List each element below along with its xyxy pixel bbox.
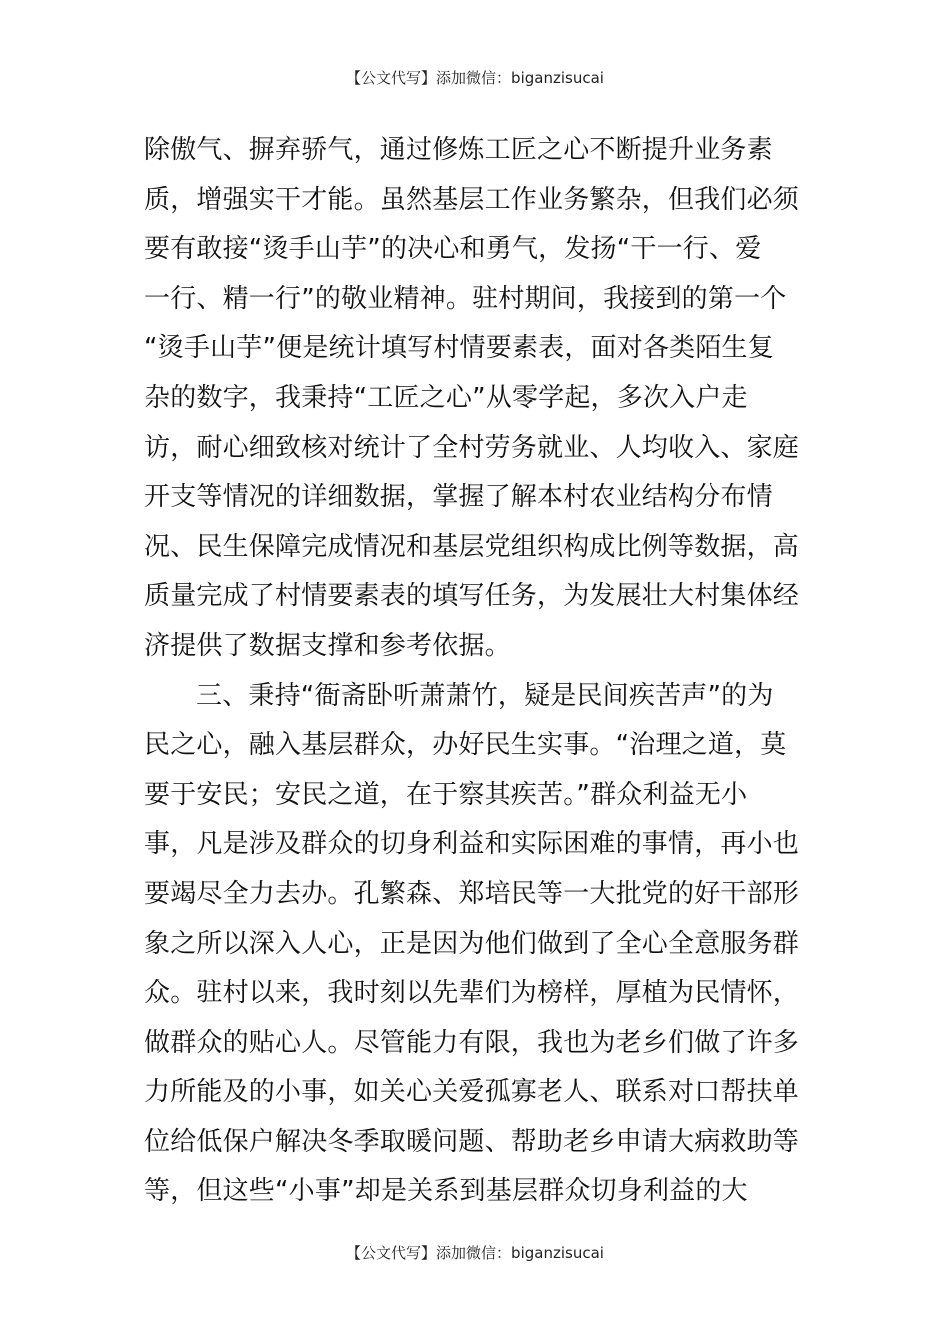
text-line: 除傲气、摒弃骄气，通过修炼工匠之心不断提升业务素 [144,135,773,165]
text-line: 做群众的贴心人。尽管能力有限，我也为老乡们做了许多 [144,1027,800,1058]
text-line: 要有敢接“烫手山芋”的决心和勇气，发扬“干一行、爱 [144,234,762,265]
text-line: 民之心，融入基层群众，办好民生实事。“治理之道，莫 [144,730,787,761]
text-line: 要于安民；安民之道，在于察其疾苦。”群众利益无小 [144,779,748,810]
text-line: 质，增强实干才能。虽然基层工作业务繁杂，但我们必须 [144,184,800,215]
text-line: 象之所以深入人心，正是因为他们做到了全心全意服务群 [144,928,800,959]
text-line: 要竭尽全力去办。孔繁森、郑培民等一大批党的好干部形 [144,878,800,909]
page-footer: 【公文代写】添加微信：biganzisucai [346,1244,604,1262]
text-line: 况、民生保障完成情况和基层党组织构成比例等数据，高 [144,531,800,562]
text-line: 等，但这些“小事”却是关系到基层群众切身利益的大 [144,1176,748,1207]
text-line: 位给低保户解决冬季取暖问题、帮助老乡申请大病救助等 [144,1126,800,1157]
text-line: 杂的数字，我秉持“工匠之心”从零学起，多次入户走 [144,382,748,413]
section-three-heading-line: 三、秉持“衙斋卧听萧萧竹，疑是民间疾苦声”的为 [196,680,774,711]
page-header: 【公文代写】添加微信：biganzisucai [346,69,604,87]
text-line: “烫手山芋”便是统计填写村情要素表，面对各类陌生复 [144,333,774,364]
text-line: 访，耐心细致核对统计了全村劳务就业、人均收入、家庭 [144,432,800,463]
text-line: 事，凡是涉及群众的切身利益和实际困难的事情，再小也 [144,829,800,860]
document-body [144,126,809,1217]
text-line: 开支等情况的详细数据，掌握了解本村农业结构分布情 [144,482,773,513]
text-line: 力所能及的小事，如关心关爱孤寡老人、联系对口帮扶单 [144,1077,800,1108]
text-line: 济提供了数据支撑和参考依据。 [144,630,511,661]
text-line: 一行、精一行”的敬业精神。驻村期间，我接到的第一个 [144,283,787,314]
text-line: 质量完成了村情要素表的填写任务，为发展壮大村集体经 [144,581,800,612]
text-line: 众。驻村以来，我时刻以先辈们为榜样，厚植为民情怀， [144,978,800,1009]
